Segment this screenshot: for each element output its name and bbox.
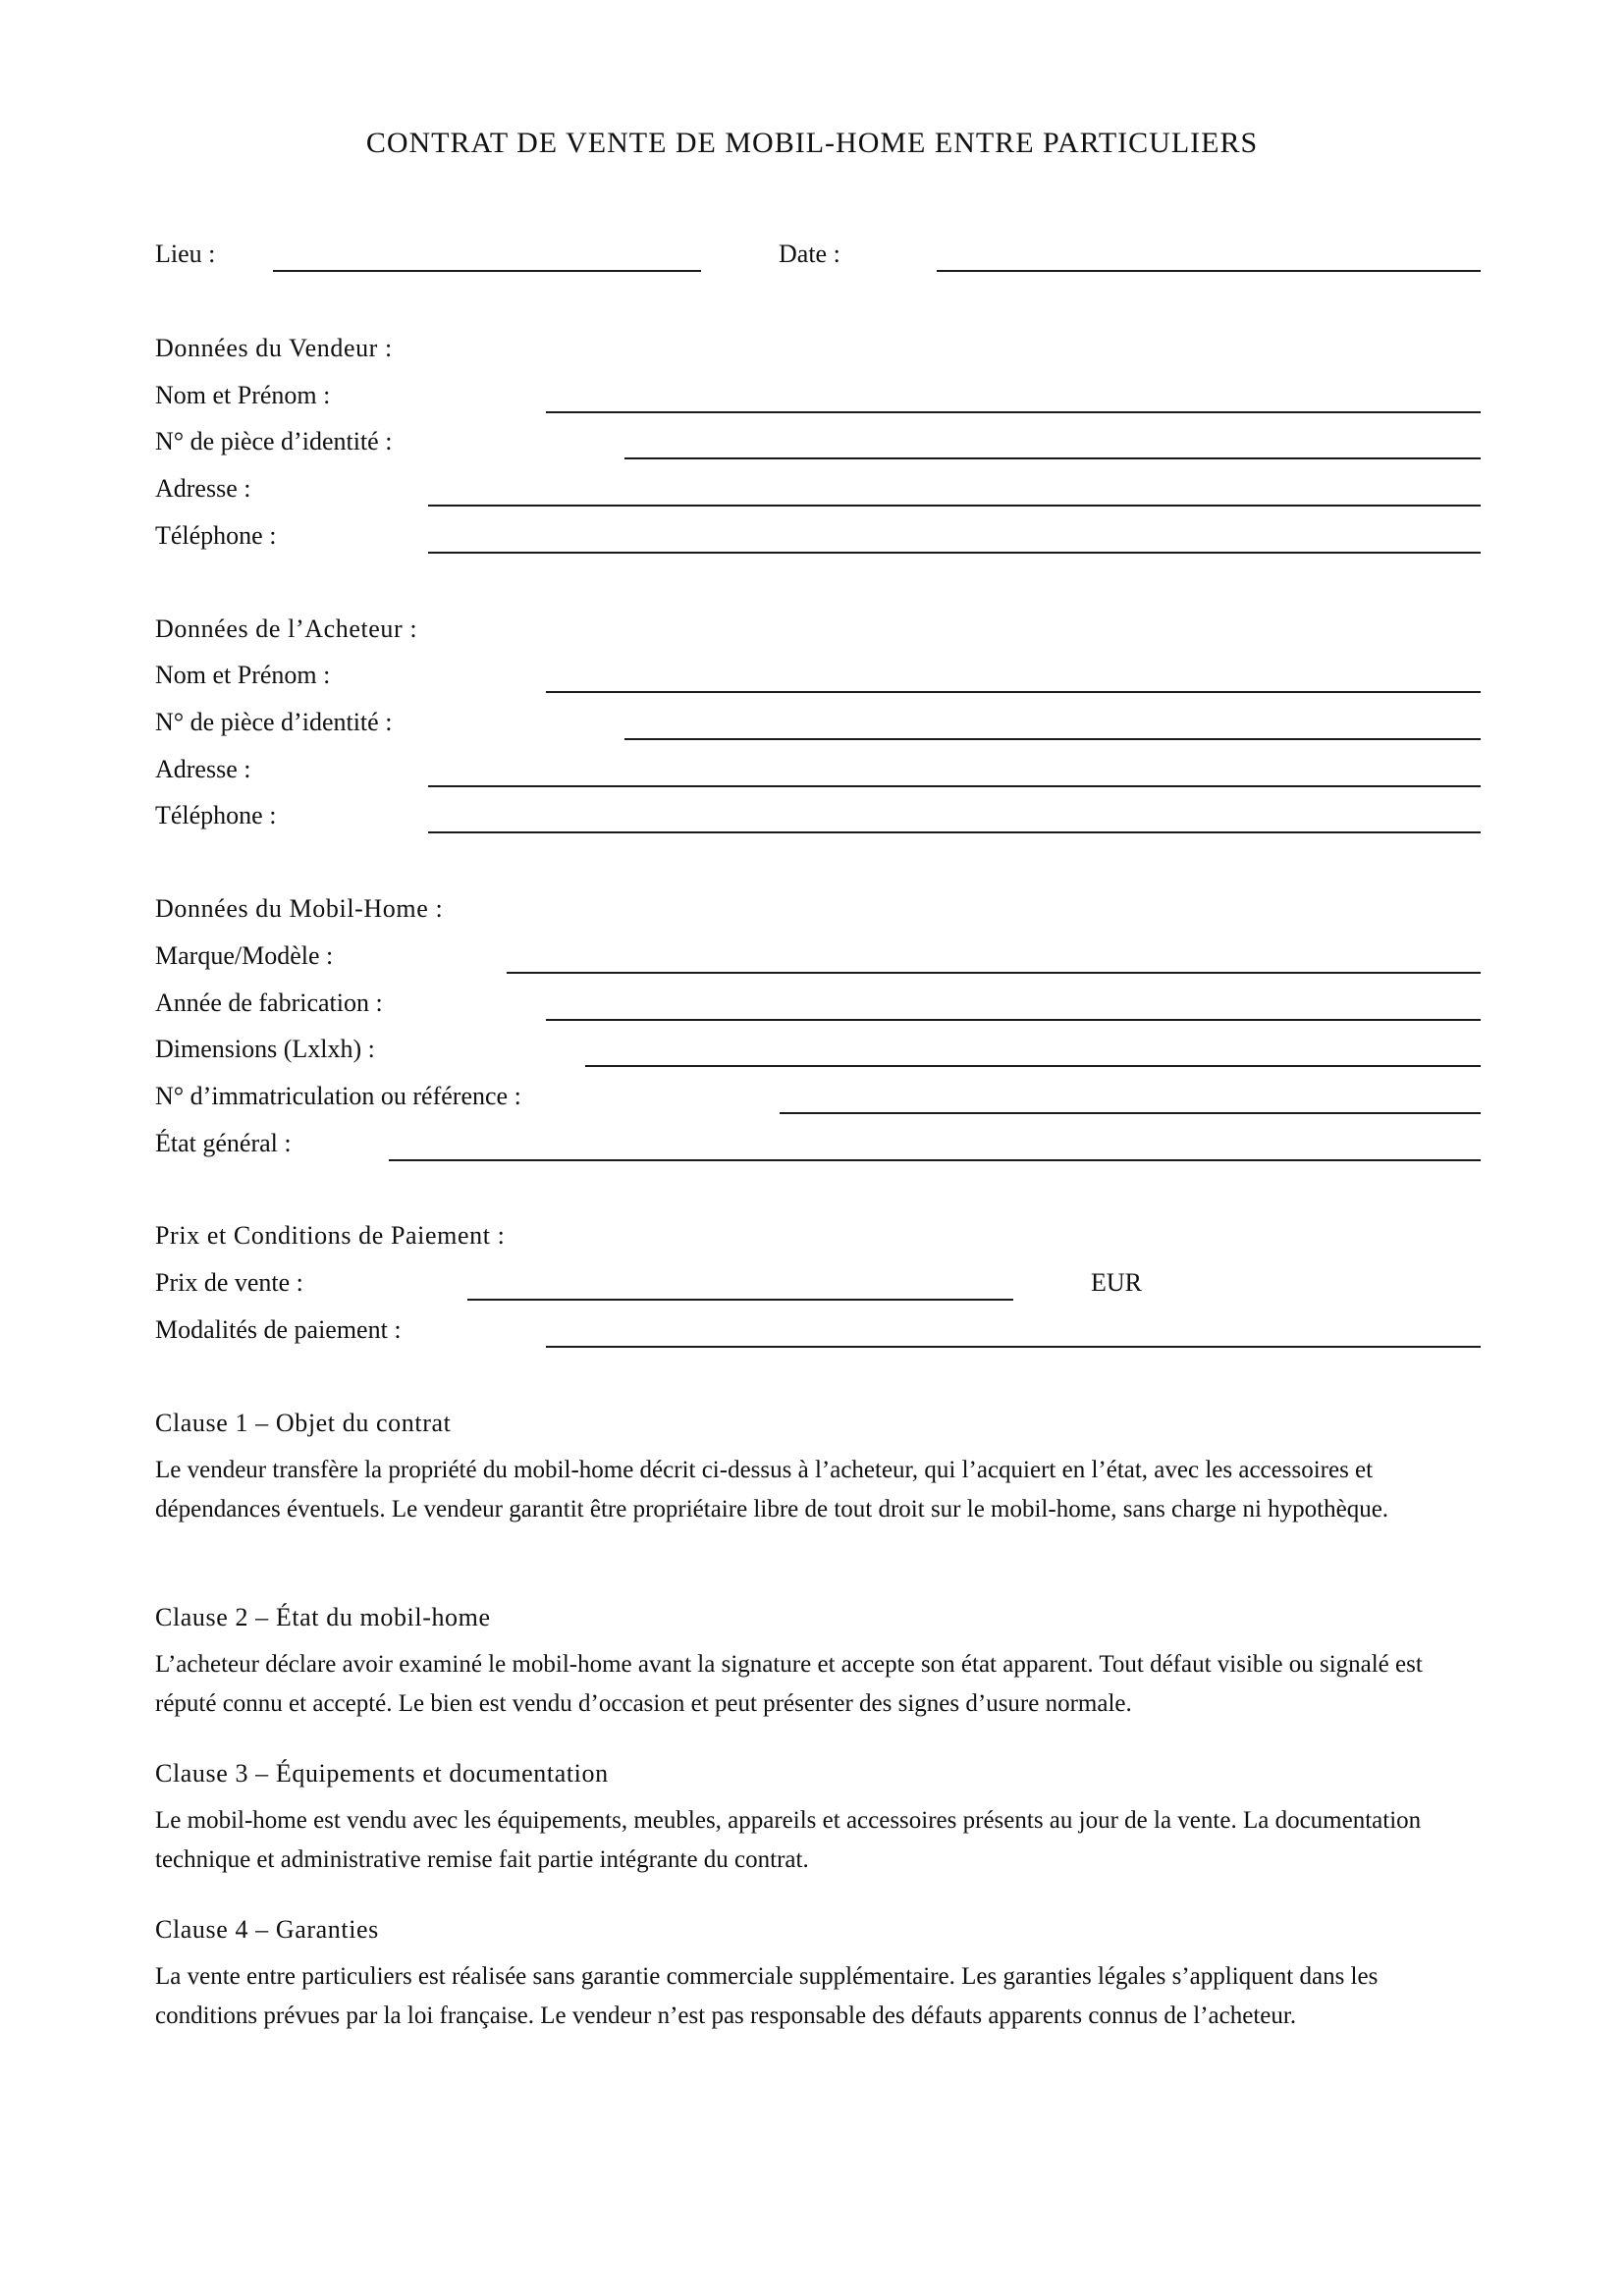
registration-label: N° d’immatriculation ou référence : [155, 1082, 521, 1110]
seller-id-label: N° de pièce d’identité : [155, 427, 393, 455]
year-label: Année de fabrication : [155, 988, 383, 1017]
year-field[interactable] [546, 1019, 1481, 1021]
clause-4-title: Clause 4 – Garanties [155, 1915, 379, 1944]
buyer-id-label: N° de pièce d’identité : [155, 708, 393, 736]
dimensions-field[interactable] [585, 1065, 1481, 1067]
sale-price-field[interactable] [467, 1299, 1013, 1301]
seller-address-label: Adresse : [155, 474, 251, 503]
dimensions-label: Dimensions (Lxlxh) : [155, 1035, 375, 1063]
seller-heading: Données du Vendeur : [155, 334, 393, 362]
condition-field[interactable] [389, 1159, 1481, 1161]
brand-field[interactable] [507, 972, 1481, 974]
clause-3-body: Le mobil-home est vendu avec les équipements, meubles, appareils et accessoires présents au jour de la vente. La documentation technique et administrative remise fait partie intégrante du contrat. [155, 1807, 1422, 1873]
date-label: Date : [779, 240, 840, 268]
seller-name-label: Nom et Prénom : [155, 381, 331, 409]
clause-1-body: Le vendeur transfère la propriété du mobil-home décrit ci-dessus à l’acheteur, qui l’acquiert en l’état, avec les accessoires et dépendances éventuels. Le vendeur garantit être propriétaire libre de tout droit sur le mobil-home, sans charge ni hypothèque. [155, 1457, 1389, 1522]
buyer-id-field[interactable] [624, 738, 1481, 740]
buyer-name-field[interactable] [546, 691, 1481, 693]
buyer-heading: Données de l’Acheteur : [155, 614, 418, 643]
place-field[interactable] [273, 270, 701, 272]
buyer-phone-label: Téléphone : [155, 801, 277, 829]
currency-label: EUR [1091, 1268, 1142, 1297]
seller-phone-label: Téléphone : [155, 521, 277, 550]
mobilhome-heading: Données du Mobil-Home : [155, 894, 444, 923]
sale-price-label: Prix de vente : [155, 1268, 303, 1297]
condition-label: État général : [155, 1129, 292, 1157]
clause-2-body: L’acheteur déclare avoir examiné le mobil-home avant la signature et accepte son état apparent. Tout défaut visible ou signalé est réputé connu et accepté. Le bien est vendu d’occasion et peut présenter des signes d’usure normale. [155, 1651, 1423, 1717]
date-field[interactable] [937, 270, 1481, 272]
payment-terms-field[interactable] [546, 1346, 1481, 1348]
seller-name-field[interactable] [546, 411, 1481, 413]
buyer-address-field[interactable] [428, 785, 1481, 787]
seller-address-field[interactable] [428, 505, 1481, 507]
clause-3-title: Clause 3 – Équipements et documentation [155, 1759, 609, 1788]
clause-2-title: Clause 2 – État du mobil-home [155, 1603, 491, 1631]
brand-label: Marque/Modèle : [155, 941, 334, 970]
buyer-phone-field[interactable] [428, 831, 1481, 833]
clause-1-title: Clause 1 – Objet du contrat [155, 1409, 452, 1437]
seller-phone-field[interactable] [428, 552, 1481, 554]
seller-id-field[interactable] [624, 457, 1481, 459]
price-heading: Prix et Conditions de Paiement : [155, 1221, 506, 1250]
buyer-address-label: Adresse : [155, 755, 251, 783]
registration-field[interactable] [780, 1112, 1481, 1114]
document-title: CONTRAT DE VENTE DE MOBIL-HOME ENTRE PARTICULIERS [365, 127, 1259, 159]
clause-4-body: La vente entre particuliers est réalisée sans garantie commerciale supplémentaire. Les garanties légales s’appliquent dans les conditions prévues par la loi française. Le vendeur n’est pas responsable des défauts apparents connus de l’acheteur. [155, 1963, 1379, 2029]
payment-terms-label: Modalités de paiement : [155, 1315, 402, 1344]
buyer-name-label: Nom et Prénom : [155, 661, 331, 689]
place-label: Lieu : [155, 240, 216, 268]
